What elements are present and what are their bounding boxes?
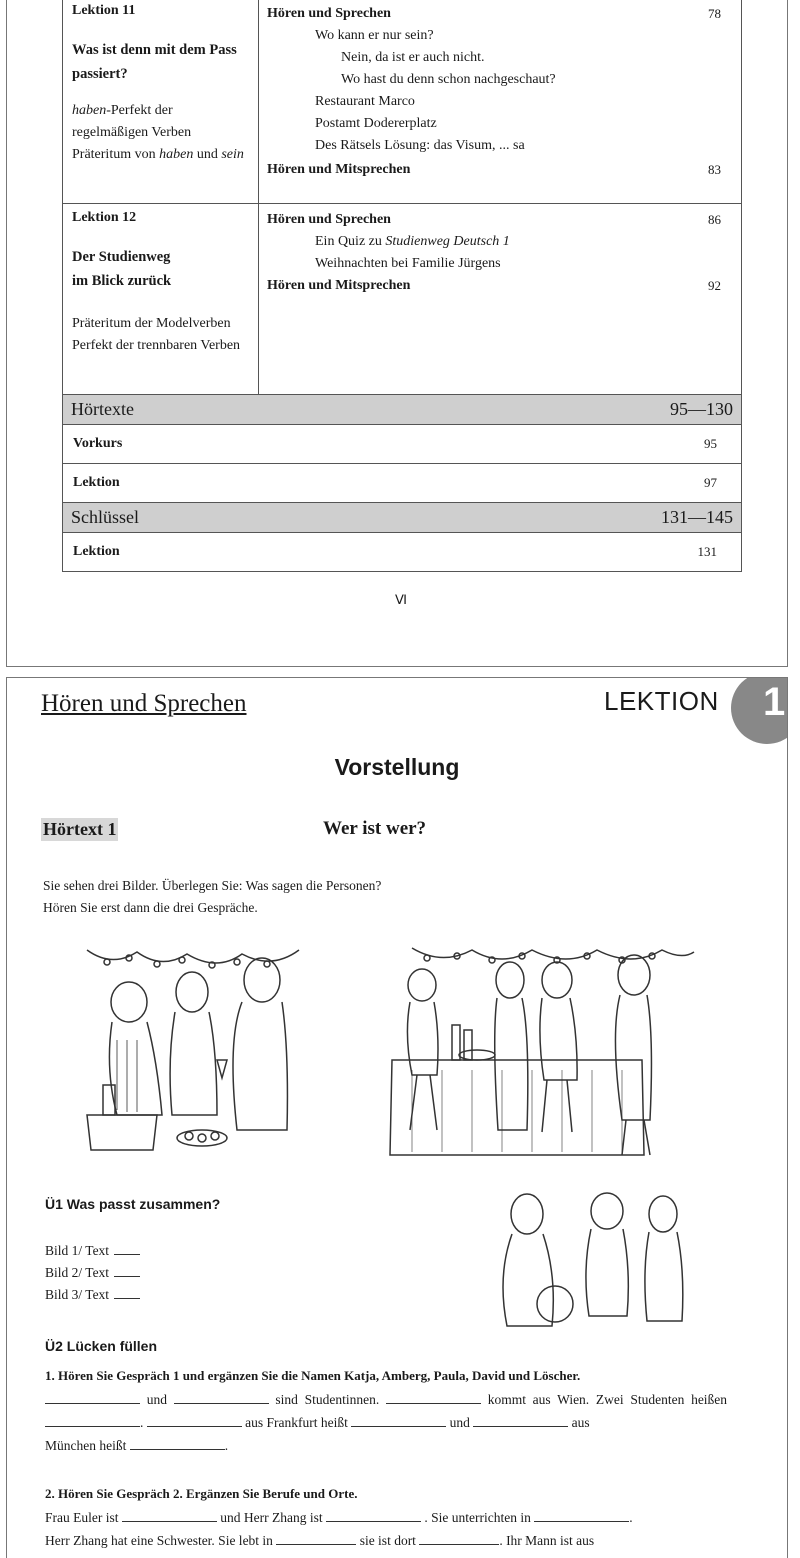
lektion-11-section-2[interactable]: Hören und Mitsprechen 83	[267, 159, 741, 181]
toc-hoertexte[interactable]: Hörtexte 95—130	[63, 395, 741, 425]
toc-page	[6, 0, 788, 667]
blank-field[interactable]	[326, 1509, 421, 1522]
list-item: Bild 3/ Text	[45, 1284, 140, 1306]
toc-item: Des Rätsels Lösung: das Visum, ... sa	[315, 138, 525, 153]
lektion-11-section-1[interactable]: Hören und Sprechen 78	[267, 3, 741, 25]
blank-field[interactable]	[276, 1532, 356, 1545]
lektion-11-section-1-page: 78	[708, 6, 721, 21]
toc-lektion[interactable]: Lektion 97	[63, 464, 741, 503]
hoertext-label: Hörtext 1	[43, 819, 117, 839]
blank-field[interactable]	[45, 1414, 140, 1427]
toc-row-lektion-12	[63, 204, 741, 395]
list-item: Bild 2/ Text	[45, 1262, 140, 1284]
lesson-page	[6, 677, 788, 1558]
toc-item: Restaurant Marco	[315, 94, 415, 109]
lektion-11-section-2-page: 83	[708, 162, 721, 177]
party-illustration-1	[77, 940, 317, 1165]
lektion-11-title: Lektion 11	[72, 3, 136, 18]
lektion-12-subtitle-1: Der Studienweg	[72, 249, 171, 265]
toc-item: Nein, da ist er auch nicht.	[341, 50, 485, 65]
answer-blank[interactable]	[114, 1288, 140, 1299]
exercise-2-title: Ü2 Lücken füllen	[45, 1338, 158, 1354]
blank-field[interactable]	[45, 1391, 140, 1404]
toc-row-lektion-11	[63, 0, 741, 204]
lektion-12-section-2-page: 92	[708, 278, 721, 293]
toc-table	[62, 0, 742, 572]
question-2: 2. Hören Sie Gespräch 2. Ergänzen Sie Berufe und Orte.	[45, 1486, 358, 1501]
toc-item: Wo kann er nur sein?	[315, 28, 434, 43]
question-1-text: und sind Studentinnen. kommt aus Wien. Zwei Studenten heißen . aus Frankfurt heißt und aus München heißt .	[45, 1392, 728, 1453]
lektion-11-grammar-1: haben-Perfekt der regelmäßigen Verben	[72, 103, 192, 140]
toc-schluessel-pages: 131—145	[661, 507, 733, 527]
lektion-12-grammar-1: Präteritum der Modelverben	[72, 316, 231, 331]
blank-field[interactable]	[174, 1391, 269, 1404]
blank-field[interactable]	[351, 1414, 446, 1427]
question-2-text: Frau Euler ist und Herr Zhang ist . Sie unterrichten in . Herr Zhang hat eine Schwester. Sie lebt in sie ist dort . Ihr Mann ist aus	[45, 1510, 633, 1548]
toc-item: Wo hast du denn schon nachgeschaut?	[341, 72, 556, 87]
lektion-12-title: Lektion 12	[72, 210, 137, 225]
blank-field[interactable]	[147, 1414, 242, 1427]
page-number: Ⅵ	[395, 592, 407, 607]
toc-hoertexte-pages: 95—130	[670, 399, 733, 419]
bild-text-list	[45, 1240, 140, 1306]
lektion-label: LEKTION	[604, 686, 719, 716]
lektion-11-subtitle: Was ist denn mit dem Pass passiert?	[72, 42, 237, 82]
party-illustration-2	[382, 940, 702, 1165]
exercise-1-title: Ü1 Was passt zusammen?	[45, 1196, 221, 1212]
lektion-12-section-1-page: 86	[708, 212, 721, 227]
blank-field[interactable]	[473, 1414, 568, 1427]
topic-title: Vorstellung	[334, 754, 460, 780]
lektion-12-section-2[interactable]: Hören und Mitsprechen 92	[267, 275, 741, 297]
toc-item: Weihnachten bei Familie Jürgens	[315, 256, 501, 271]
answer-blank[interactable]	[114, 1244, 140, 1255]
toc-item: Postamt Dodererplatz	[315, 116, 437, 131]
blank-field[interactable]	[419, 1532, 499, 1545]
toc-vorkurs[interactable]: Vorkurs 95	[63, 425, 741, 464]
lektion-11-grammar-2: Präteritum von haben und sein	[72, 147, 244, 162]
blank-field[interactable]	[122, 1509, 217, 1522]
lektion-number: 1	[763, 680, 786, 724]
people-illustration-3	[477, 1186, 697, 1336]
page-header: Hören und Sprechen	[41, 690, 247, 717]
lektion-12-section-1[interactable]: Hören und Sprechen 86	[267, 209, 741, 231]
toc-schluessel[interactable]: Schlüssel 131—145	[63, 503, 741, 533]
blank-field[interactable]	[534, 1509, 629, 1522]
answer-blank[interactable]	[114, 1266, 140, 1277]
hoertext-title: Wer ist wer?	[323, 818, 427, 839]
blank-field[interactable]	[130, 1437, 225, 1450]
lektion-12-subtitle-2: im Blick zurück	[72, 273, 172, 289]
blank-field[interactable]	[386, 1391, 481, 1404]
list-item: Bild 1/ Text	[45, 1240, 140, 1262]
lektion-12-grammar-2: Perfekt der trennbaren Verben	[72, 338, 241, 353]
question-1: 1. Hören Sie Gespräch 1 und ergänzen Sie die Namen Katja, Amberg, Paula, David und Löscher.	[45, 1368, 581, 1383]
toc-lektion-schluessel[interactable]: Lektion 131	[73, 544, 717, 559]
intro-text: Sie sehen drei Bilder. Überlegen Sie: Was sagen die Personen? Hören Sie erst dann die drei Gespräche.	[43, 878, 382, 915]
toc-item: Ein Quiz zu Studienweg Deutsch 1	[315, 234, 510, 249]
